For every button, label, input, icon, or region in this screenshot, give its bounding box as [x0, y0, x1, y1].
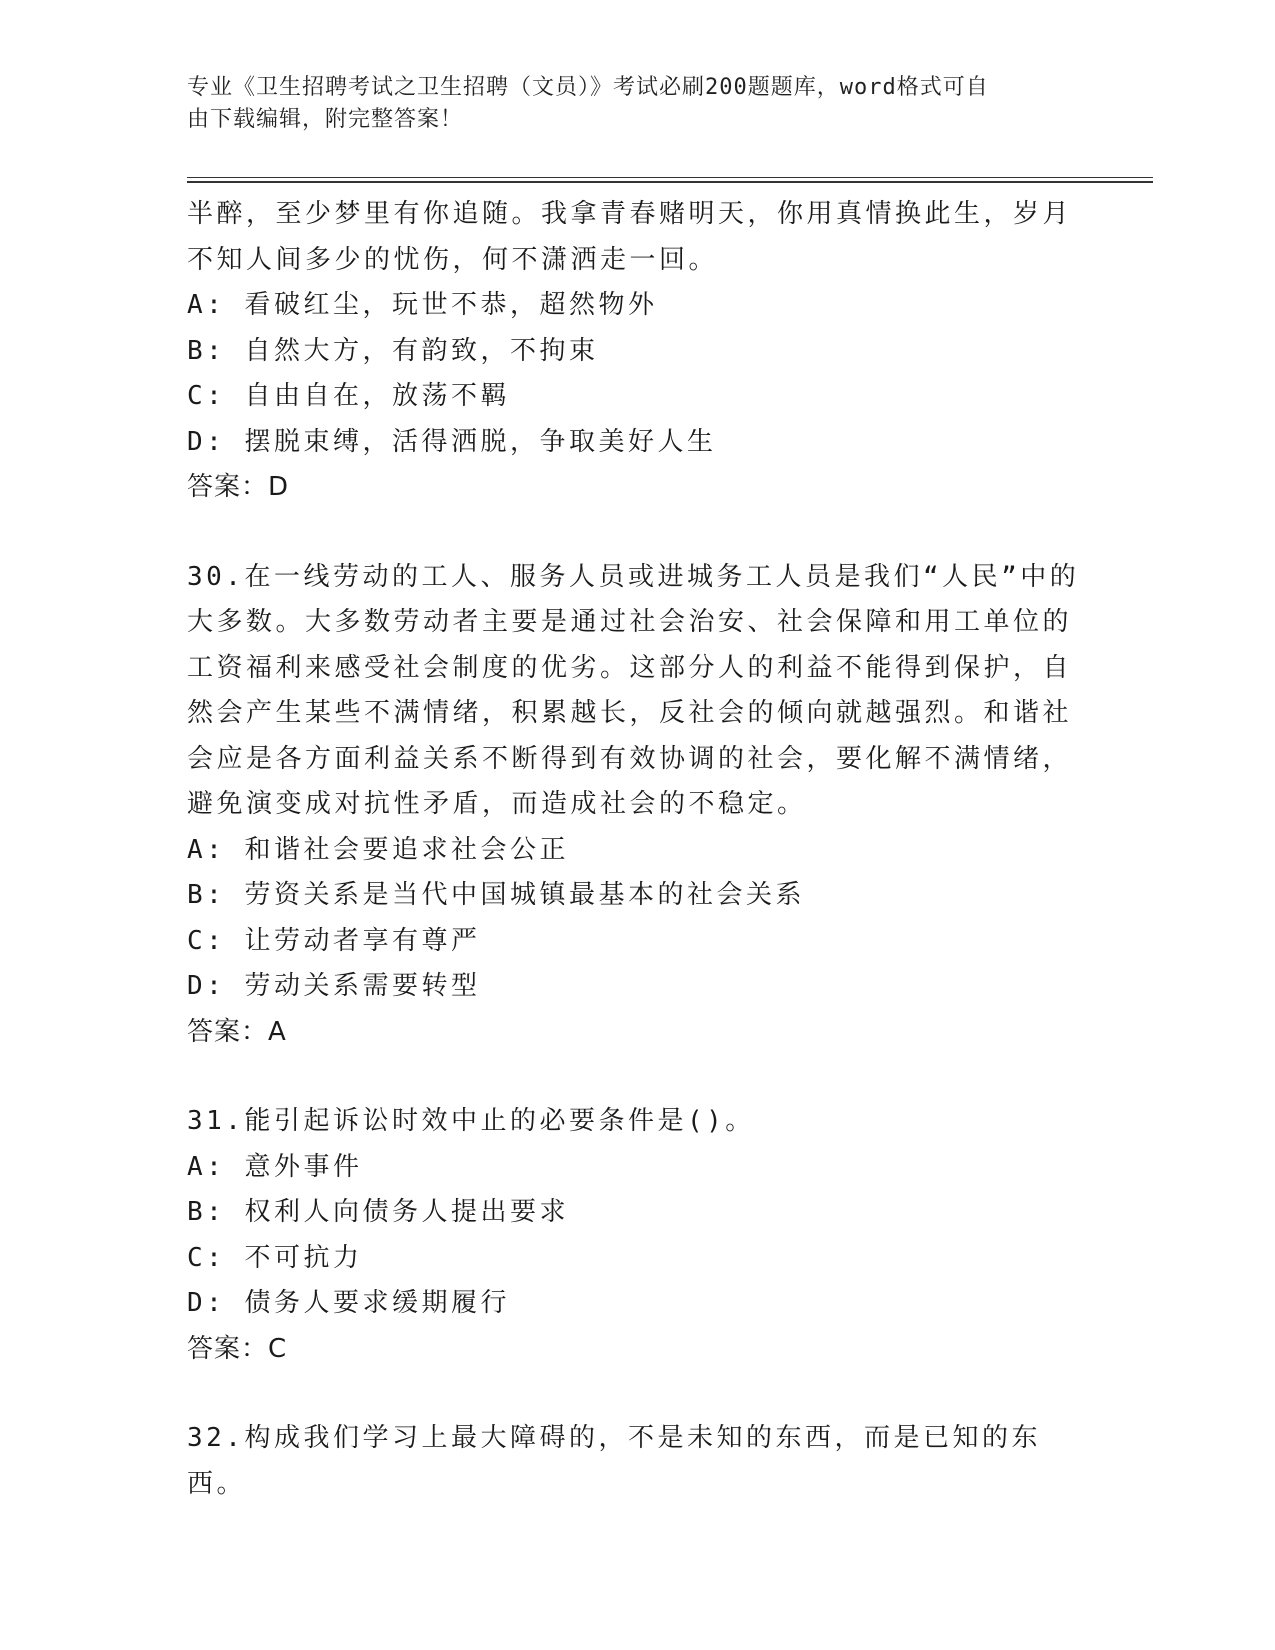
question-text-line: 不知人间多少的忧伤，何不潇洒走一回。: [187, 244, 719, 275]
option-b: B: 劳资关系是当代中国城镇最基本的社会关系: [187, 880, 805, 910]
option-b: B: 自然大方，有韵致，不拘束: [187, 335, 599, 366]
option-a: A: 和谐社会要追求社会公正: [187, 834, 569, 865]
option-a: A: 看破红尘，玩世不恭，超然物外: [187, 290, 658, 320]
option-d: D: 债务人要求缓期履行: [187, 1288, 510, 1318]
question-block-31: [187, 1099, 1087, 1372]
answer-line: 答案：D: [187, 472, 290, 502]
question-block-32: [187, 1416, 1087, 1507]
option-c: C: 不可抗力: [187, 1242, 363, 1273]
question-text-line: 30.在一线劳动的工人、服务人员或进城务工人员是我们“人民”中的: [187, 561, 1080, 592]
question-text-line: 大多数。大多数劳动者主要是通过社会治安、社会保障和用工单位的: [187, 607, 1073, 637]
option-d: D: 摆脱束缚，活得洒脱，争取美好人生: [187, 426, 717, 457]
header-divider-thin: [187, 177, 1153, 178]
option-c: C: 自由自在，放荡不羁: [187, 381, 510, 411]
option-c: C: 让劳动者享有尊严: [187, 925, 481, 956]
option-d: D: 劳动关系需要转型: [187, 971, 481, 1001]
answer-line: 答案：C: [187, 1333, 288, 1364]
answer-line: 答案：A: [187, 1016, 287, 1047]
header-divider-thick: [187, 181, 1153, 183]
question-text-line: 然会产生某些不满情绪，积累越长，反社会的倾向就越强烈。和谐社: [187, 698, 1073, 728]
question-block-29: [187, 192, 1087, 511]
option-b: B: 权利人向债务人提出要求: [187, 1197, 569, 1227]
question-block-30: [187, 555, 1087, 1056]
header-line-2: 由下载编辑，附完整答案！: [187, 107, 464, 132]
question-text-line: 工资福利来感受社会制度的优劣。这部分人的利益不能得到保护，自: [187, 652, 1073, 683]
question-text-line: 半醉，至少梦里有你追随。我拿青春赌明天，你用真情换此生，岁月: [187, 199, 1073, 229]
document-header: [187, 72, 1067, 136]
question-text-line: 31.能引起诉讼时效中止的必要条件是()。: [187, 1106, 755, 1136]
question-text-line: 避免演变成对抗性矛盾，而造成社会的不稳定。: [187, 789, 807, 819]
document-body: [187, 192, 1087, 1507]
question-text-line: 会应是各方面利益关系不断得到有效协调的社会，要化解不满情绪，: [187, 743, 1073, 774]
header-line-1: 专业《卫生招聘考试之卫生招聘（文员）》考试必刷200题题库，word格式可自: [187, 75, 989, 100]
option-a: A: 意外事件: [187, 1151, 363, 1182]
question-text-line: 32.构成我们学习上最大障碍的，不是未知的东西，而是已知的东西。: [187, 1423, 1041, 1499]
